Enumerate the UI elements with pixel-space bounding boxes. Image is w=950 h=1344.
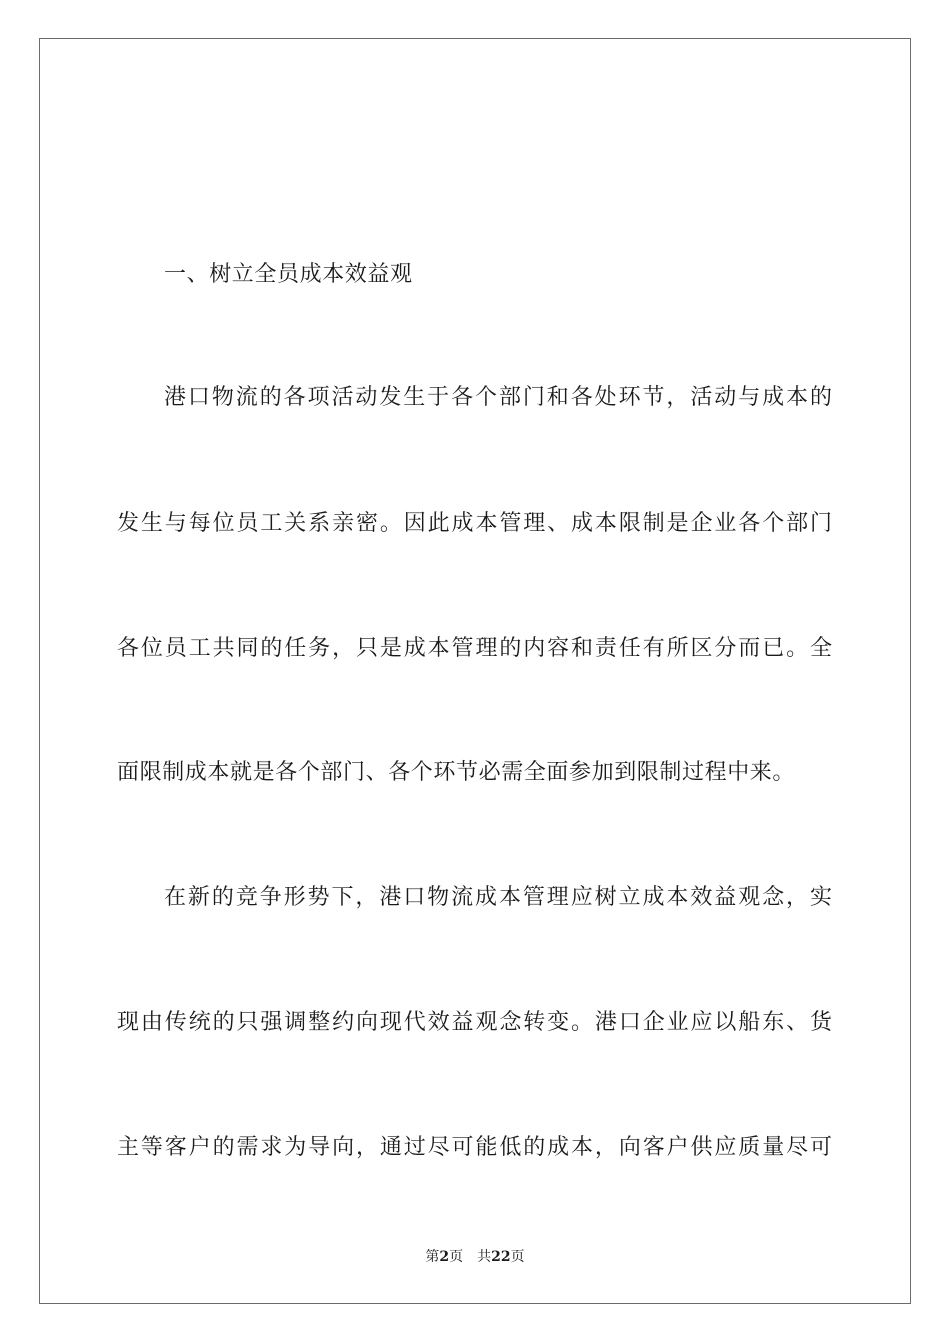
paragraph-2-line-1: 在新的竞争形势下，港口物流成本管理应树立成本效益观念，实 xyxy=(164,885,832,910)
section-heading: 一、树立全员成本效益观 xyxy=(164,262,413,287)
footer-page-suffix: 页 xyxy=(449,1249,464,1265)
paragraph-1-line-1: 港口物流的各项活动发生于各个部门和各处环节，活动与成本的 xyxy=(164,385,832,410)
footer-page-number: 2 xyxy=(439,1249,450,1265)
footer-total-suffix: 页 xyxy=(510,1249,525,1265)
page-frame xyxy=(39,38,911,1304)
footer-total-prefix: 共 xyxy=(477,1249,492,1265)
paragraph-1-line-3: 各位员工共同的任务，只是成本管理的内容和责任有所区分而已。全 xyxy=(117,636,832,661)
page-footer xyxy=(0,1248,950,1266)
paragraph-2-line-2: 现由传统的只强调整约向现代效益观念转变。港口企业应以船东、货 xyxy=(117,1010,832,1035)
footer-total-pages: 22 xyxy=(491,1249,511,1265)
paragraph-1-line-4: 面限制成本就是各个部门、各个环节必需全面参加到限制过程中来。 xyxy=(117,760,796,785)
paragraph-2-line-3: 主等客户的需求为导向，通过尽可能低的成本，向客户供应质量尽可 xyxy=(117,1135,832,1160)
paragraph-1-line-2: 发生与每位员工关系亲密。因此成本管理、成本限制是企业各个部门 xyxy=(117,511,832,536)
footer-page-prefix: 第 xyxy=(425,1249,440,1265)
